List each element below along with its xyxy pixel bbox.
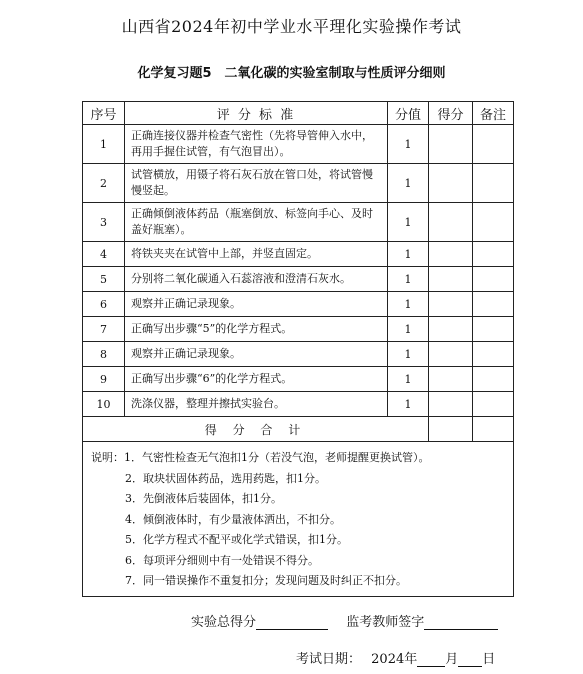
row-criterion: 观察并正确记录现象。 <box>125 342 388 367</box>
row-number: 9 <box>83 367 125 392</box>
total-score-label: 实验总得分 <box>191 615 257 630</box>
row-remark-cell <box>473 125 514 164</box>
row-remark-cell <box>473 267 514 292</box>
row-score-cell[interactable] <box>429 317 473 342</box>
row-number: 6 <box>83 292 125 317</box>
row-points: 1 <box>388 317 429 342</box>
row-number: 3 <box>83 203 125 242</box>
row-score-cell[interactable] <box>429 267 473 292</box>
row-number: 4 <box>83 242 125 267</box>
row-criterion: 正确写出步骤“5”的化学方程式。 <box>125 317 388 342</box>
note-item: 7．同一错误操作不重复扣分；发现问题及时纠正不扣分。 <box>125 574 407 587</box>
table-row <box>83 125 514 164</box>
row-score-cell[interactable] <box>429 203 473 242</box>
row-criterion: 将铁夹夹在试管中上部，并竖直固定。 <box>125 242 388 267</box>
scoring-table <box>82 101 514 597</box>
row-score-cell[interactable] <box>429 242 473 267</box>
row-points: 1 <box>388 164 429 203</box>
table-row <box>83 203 514 242</box>
row-criterion: 观察并正确记录现象。 <box>125 292 388 317</box>
row-remark-cell <box>473 342 514 367</box>
row-number: 5 <box>83 267 125 292</box>
note-item: 2．取块状固体药品，选用药匙，扣1分。 <box>125 471 326 485</box>
day-blank[interactable] <box>458 652 482 667</box>
table-row <box>83 242 514 267</box>
month-suffix: 月 <box>445 652 459 667</box>
note-item: 4．倾倒液体时，有少量液体洒出，不扣分。 <box>125 512 341 526</box>
row-remark-cell <box>473 203 514 242</box>
row-criterion: 正确倾倒液体药品（瓶塞倒放、标签向手心、及时盖好瓶塞）。 <box>125 203 388 242</box>
row-criterion: 洗涤仪器，整理并擦拭实验台。 <box>125 392 388 417</box>
table-row <box>83 164 514 203</box>
row-points: 1 <box>388 292 429 317</box>
row-points: 1 <box>388 203 429 242</box>
table-row <box>83 392 514 417</box>
notes-list <box>91 448 507 592</box>
total-remark-cell <box>473 417 514 442</box>
row-criterion: 正确连接仪器并检查气密性（先将导管伸入水中，再用手握住试管，有气泡冒出）。 <box>125 125 388 164</box>
row-criterion: 分别将二氧化碳通入石蕊溶液和澄清石灰水。 <box>125 267 388 292</box>
day-suffix: 日 <box>482 652 496 667</box>
signature-line <box>191 611 498 630</box>
header-criteria: 评 分 标 准 <box>125 102 388 125</box>
row-remark-cell <box>473 292 514 317</box>
row-remark-cell <box>473 242 514 267</box>
row-score-cell[interactable] <box>429 392 473 417</box>
table-row <box>83 267 514 292</box>
row-remark-cell <box>473 164 514 203</box>
month-blank[interactable] <box>417 652 445 667</box>
date-label: 考试日期： <box>296 652 362 667</box>
row-points: 1 <box>388 242 429 267</box>
row-points: 1 <box>388 267 429 292</box>
row-number: 7 <box>83 317 125 342</box>
header-score: 得分 <box>429 102 473 125</box>
header-points: 分值 <box>388 102 429 125</box>
note-item: 5．化学方程式不配平或化学式错误，扣1分。 <box>125 533 348 546</box>
examiner-label: 监考教师签字 <box>346 615 425 630</box>
table-header-row <box>83 102 514 125</box>
notes-row <box>83 442 514 597</box>
row-remark-cell <box>473 317 514 342</box>
examiner-signature-blank[interactable] <box>424 615 498 630</box>
exam-date-line <box>296 648 495 667</box>
row-score-cell[interactable] <box>429 292 473 317</box>
row-points: 1 <box>388 125 429 164</box>
table-row <box>83 292 514 317</box>
row-remark-cell <box>473 367 514 392</box>
table-body <box>83 125 514 417</box>
page-subtitle: 化学复习题5 二氧化碳的实验室制取与性质评分细则 <box>137 66 446 81</box>
total-label: 得 分 合 计 <box>83 417 429 442</box>
row-criterion: 正确写出步骤“6”的化学方程式。 <box>125 367 388 392</box>
row-number: 10 <box>83 392 125 417</box>
row-points: 1 <box>388 392 429 417</box>
page-title: 山西省2024年初中学业水平理化实验操作考试 <box>121 17 462 36</box>
total-score-blank[interactable] <box>256 615 328 630</box>
row-number: 8 <box>83 342 125 367</box>
notes-cell <box>83 442 514 597</box>
header-remarks: 备注 <box>473 102 514 125</box>
row-number: 1 <box>83 125 125 164</box>
row-remark-cell <box>473 392 514 417</box>
row-score-cell[interactable] <box>429 125 473 164</box>
row-score-cell[interactable] <box>429 342 473 367</box>
header-no: 序号 <box>83 102 125 125</box>
note-item: 6．每项评分细则中有一处错误不得分。 <box>125 553 319 567</box>
row-points: 1 <box>388 367 429 392</box>
row-score-cell[interactable] <box>429 367 473 392</box>
table-row <box>83 342 514 367</box>
total-score-cell[interactable] <box>429 417 473 442</box>
row-number: 2 <box>83 164 125 203</box>
row-criterion: 试管横放，用镊子将石灰石放在管口处，将试管慢慢竖起。 <box>125 164 388 203</box>
note-item: 说明：1．气密性检查无气泡扣1分（若没气泡，老师提醒更换试管）。 <box>91 451 430 464</box>
total-row <box>83 417 514 442</box>
row-points: 1 <box>388 342 429 367</box>
date-year: 2024年 <box>371 652 418 667</box>
table-row <box>83 367 514 392</box>
note-item: 3．先倒液体后装固体，扣1分。 <box>125 492 282 505</box>
table-row <box>83 317 514 342</box>
row-score-cell[interactable] <box>429 164 473 203</box>
